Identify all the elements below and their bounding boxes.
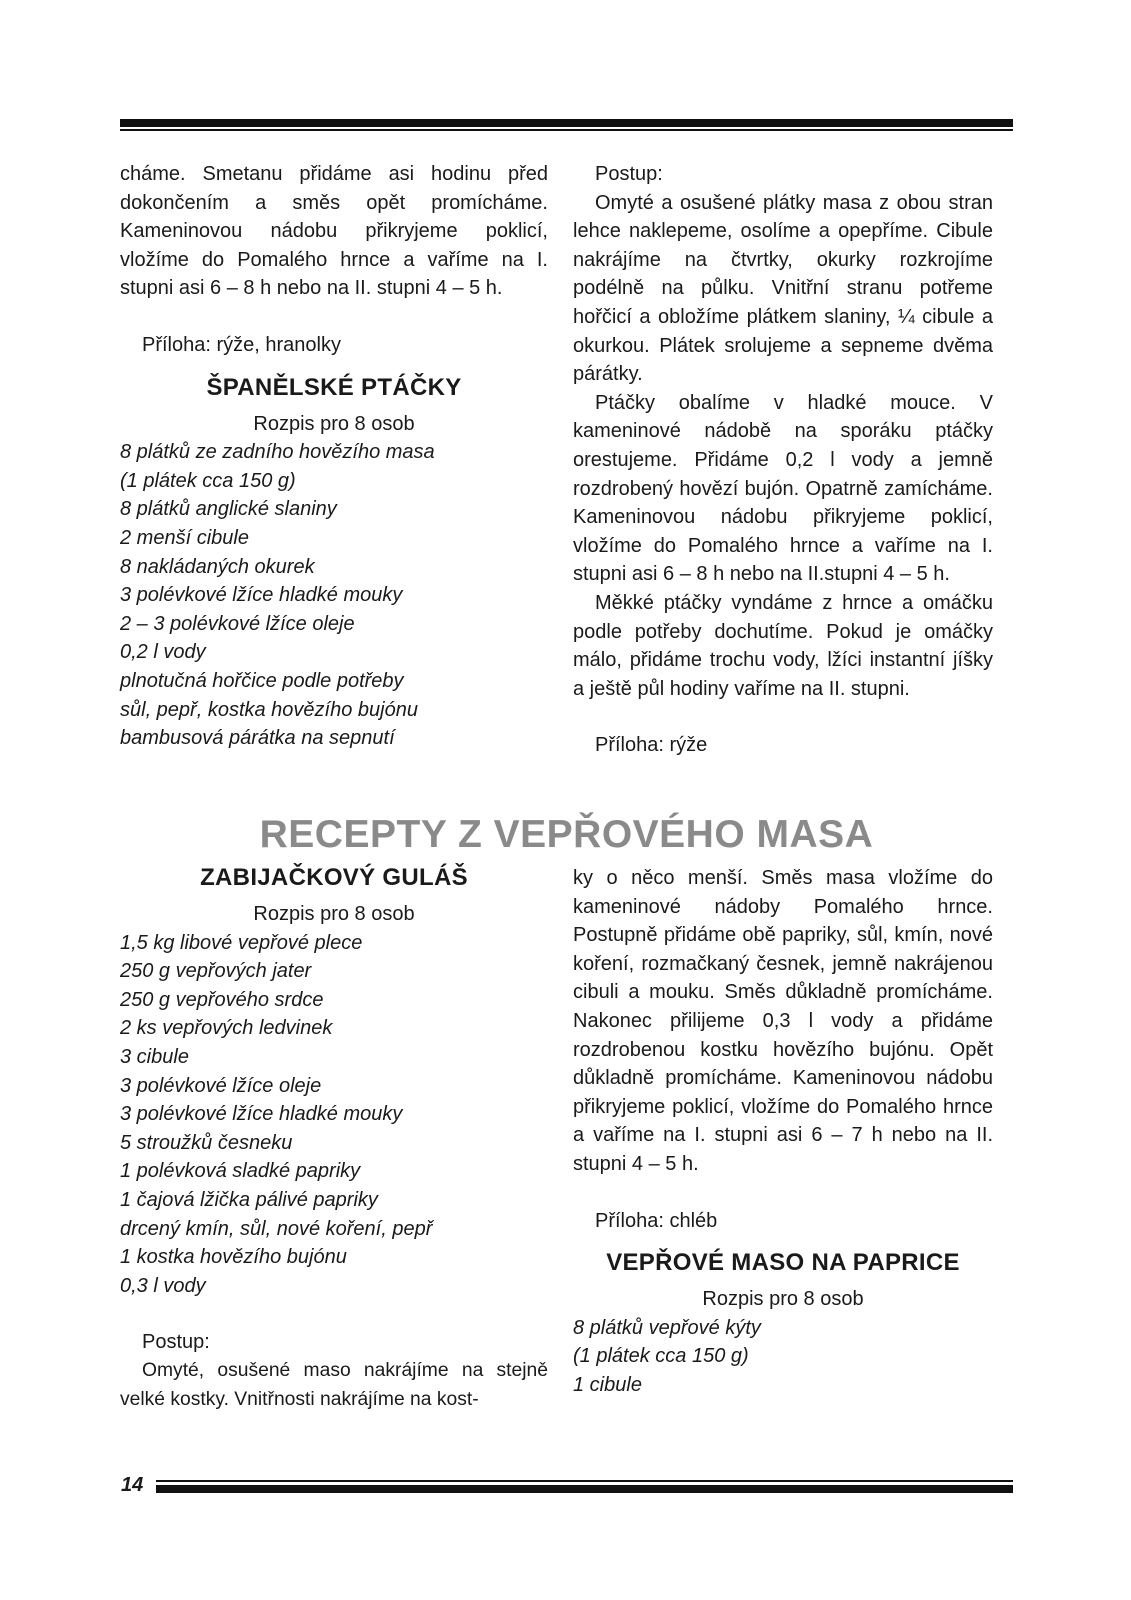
ingredient: bambusová párátka na sepnutí (120, 727, 395, 750)
servings: Rozpis pro 8 osob (253, 412, 415, 435)
bottom-left-column (120, 858, 548, 1414)
top-rule (120, 119, 1013, 131)
ingredient: 3 polévkové lžíce oleje (120, 1074, 322, 1097)
ingredient: 2 menší cibule (120, 526, 249, 549)
side-dish: Příloha: chléb (595, 1209, 718, 1232)
continuation-line: dokončením a směs opět promícháme. (120, 191, 548, 214)
ingredient: 1 kostka hovězího bujónu (120, 1246, 347, 1269)
side-dish: Příloha: rýže (595, 734, 708, 757)
ingredient: 8 plátků anglické slaniny (120, 498, 337, 521)
ingredient: 1 polévková sladké papriky (120, 1160, 361, 1183)
continuation-line: vložíme do Pomalého hrnce a vaříme na I. (120, 248, 548, 271)
side-dish: Příloha: rýže, hranolky (142, 333, 341, 356)
method-label: Postup: (142, 1331, 210, 1354)
page-number: 14 (121, 1474, 144, 1496)
ingredient: 2 – 3 polévkové lžíce oleje (120, 612, 355, 635)
ingredient: plnotučná hořčice podle potřeby (120, 669, 404, 692)
continuation-line: stupni asi 6 – 8 h nebo na II. stupni 4 – 5 h. (120, 277, 503, 300)
ingredient: 250 g vepřových jater (120, 960, 312, 983)
recipe-title: ZABIJAČKOVÝ GULÁŠ (200, 864, 468, 891)
ingredient: 3 cibule (120, 1045, 189, 1068)
ingredient: 8 nakládaných okurek (120, 555, 315, 578)
ingredient: 2 ks vepřových ledvinek (120, 1017, 333, 1040)
ingredient: 8 plátků ze zadního hovězího masa (120, 441, 435, 464)
ingredient-list (120, 438, 548, 753)
ingredient: 3 polévkové lžíce hladké mouky (120, 1103, 403, 1126)
top-right-column (573, 160, 993, 760)
top-left-column (120, 160, 548, 753)
section-title: RECEPTY Z VEPŘOVÉHO MASA (259, 813, 874, 856)
ingredient: 8 plátků vepřové kýty (573, 1316, 761, 1339)
ingredient: (1 plátek cca 150 g) (120, 469, 296, 492)
ingredient: 250 g vepřového srdce (120, 988, 324, 1011)
bottom-rule (156, 1480, 1013, 1493)
ingredient: 1,5 kg libové vepřové plece (120, 931, 363, 954)
ingredient: sůl, pepř, kostka hovězího bujónu (120, 698, 418, 721)
method-label: Postup: (595, 163, 663, 185)
recipe-title: VEPŘOVÉ MASO NA PAPRICE (606, 1249, 960, 1277)
ingredient: (1 plátek cca 150 g) (573, 1345, 749, 1368)
ingredient: drcený kmín, sůl, nové koření, pepř (120, 1217, 433, 1240)
ingredient: 3 polévkové lžíce hladké mouky (120, 584, 403, 607)
method-paragraph: Měkké ptáčky vyndáme z hrnce a omáčku podle potřeby dochutíme. Pokud je omáčky málo, přidáme trochu vody, lžíci instantní jíšky a ještě půl hodiny vaříme na II. stupni. (573, 591, 993, 700)
ingredient-list (573, 1314, 993, 1400)
method-paragraph: Omyté, osušené maso nakrájíme na stejně velké kostky. Vnitřnosti nakrájíme na kost- (120, 1359, 548, 1410)
ingredient: 1 cibule (573, 1373, 642, 1396)
ingredient: 0,2 l vody (120, 641, 206, 664)
servings: Rozpis pro 8 osob (702, 1288, 864, 1311)
ingredient-list (120, 929, 548, 1301)
ingredient: 1 čajová lžička pálivé papriky (120, 1188, 378, 1211)
servings: Rozpis pro 8 osob (253, 903, 415, 925)
bottom-right-column (573, 864, 993, 1400)
method-paragraph: Ptáčky obalíme v hladké mouce. V kameninové nádobě na sporáku ptáčky orestujeme. Přidáme 0,2 l vody a jemně rozdrobený hovězí bujón. Opatrně zamícháme. Kameninovou nádobu přikryjeme poklicí, vložíme do Pomalého hrnce a vaříme na I. stupni asi 6 – 8 h nebo na II.stupni 4 – 5 h. (573, 391, 993, 586)
method-paragraph: Omyté a osušené plátky masa z obou stran lehce naklepeme, osolíme a opepříme. Cibule nakrájíme na čtvrtky, okurky rozkrojíme podélně na půlku. Vnitřní stranu potřeme hořčicí a obložíme plátkem slaniny, ¼ cibule a okurkou. Plátek srolujeme a sepneme dvěma párátky. (573, 191, 993, 386)
recipe-title: ŠPANĚLSKÉ PTÁČKY (206, 373, 462, 401)
continuation-line: Kameninovou nádobu přikryjeme poklicí, (120, 220, 548, 243)
method-paragraph: ky o něco menší. Směs masa vložíme do kameninové nádoby Pomalého hrnce. Postupně přidáme obě papriky, sůl, kmín, nové koření, rozmačkaný česnek, jemně nakrájenou cibuli a mouku. Směs důkladně promícháme. Nakonec přilijeme 0,3 l vody a přidáme rozdrobenou kostku hovězího bujónu. Opět důkladně promícháme. Kameninovou nádobu přikryjeme poklicí, vložíme do Pomalého hrnce a vaříme na I. stupni asi 6 – 7 h nebo na II. stupni 4 – 5 h. (573, 867, 993, 1175)
continuation-line: cháme. Smetanu přidáme asi hodinu před (120, 163, 548, 185)
ingredient: 5 stroužků česneku (120, 1131, 293, 1154)
ingredient: 0,3 l vody (120, 1274, 206, 1297)
